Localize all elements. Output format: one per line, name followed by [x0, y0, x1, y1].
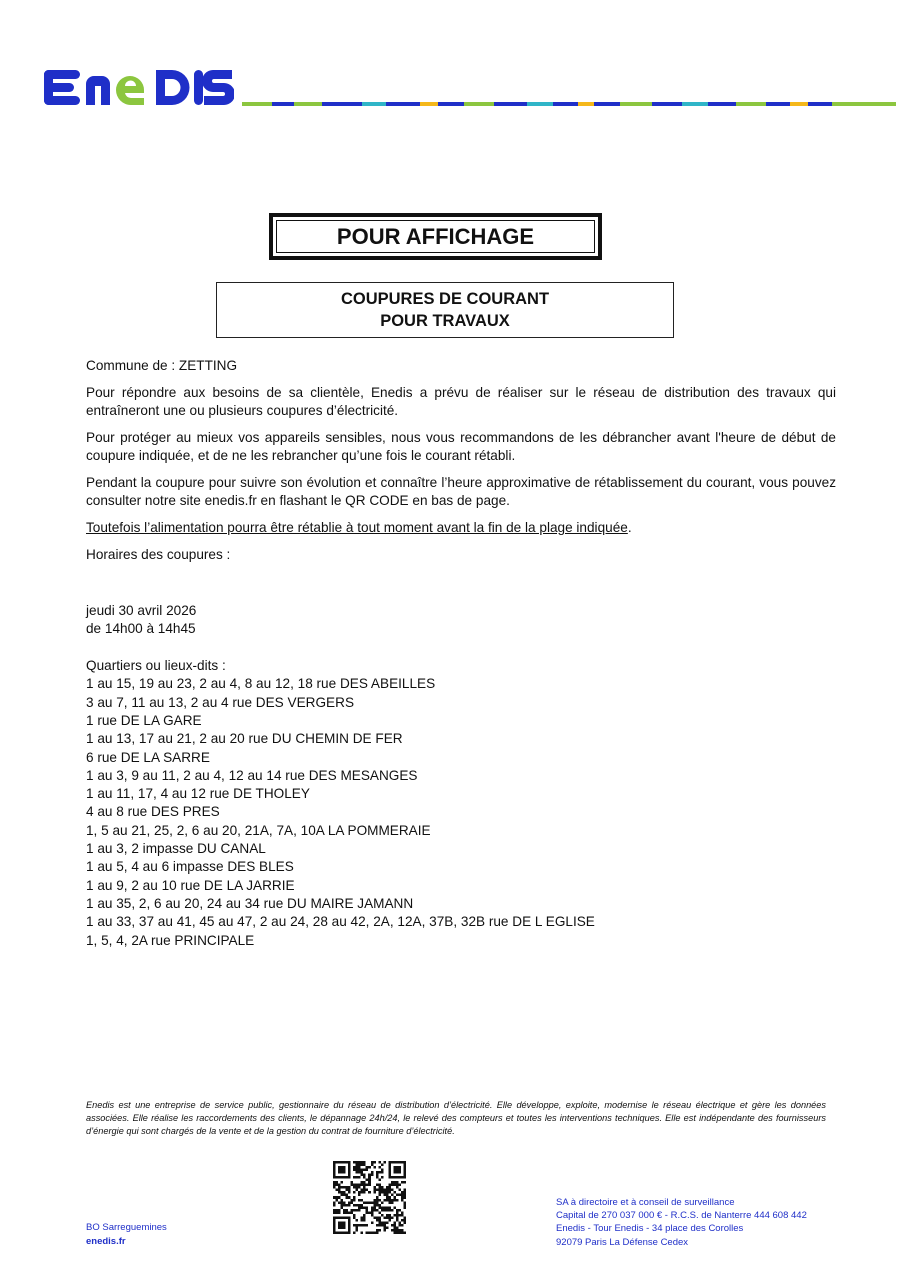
header-divider [242, 102, 896, 106]
footer-legal-line-1: SA à directoire et à conseil de surveillance [556, 1197, 735, 1208]
place-item: 1 au 11, 17, 4 au 12 rue DE THOLEY [86, 786, 310, 802]
place-item: 1 au 35, 2, 6 au 20, 24 au 34 rue DU MAIRE JAMANN [86, 895, 414, 911]
paragraph-advice: Pour protéger au mieux vos appareils sensibles, nous vous recommandons de les débrancher avant l'heure de début de coupure indiquée, et de ne les rebrancher qu’une fois le courant rétabli. [86, 429, 836, 464]
schedule-time: de 14h00 à 14h45 [86, 621, 196, 637]
place-item: 1 au 3, 9 au 11, 2 au 4, 12 au 14 rue DES MESANGES [86, 767, 418, 783]
notice-body [86, 357, 836, 950]
subtitle-box [216, 282, 674, 338]
disclaimer-text: Enedis est une entreprise de service public, gestionnaire du réseau de distribution d’électricité. Elle développe, exploite, modernise le réseau électrique et gère les données associées. Elle réalise les raccordements des clients, le dépannage 24h/24, le relevé des compteurs et toutes les interventions techniques. Elle est indépendante des fournisseurs d’énergie qui sont chargés de la vente et de la gestion du contrat de fourniture d’électricité. [86, 1100, 826, 1136]
place-item: 1 rue DE LA GARE [86, 712, 202, 728]
place-item: 1, 5, 4, 2A rue PRINCIPALE [86, 932, 255, 948]
title-box [269, 213, 602, 260]
place-item: 1 au 3, 2 impasse DU CANAL [86, 841, 266, 857]
notice-text: Toutefois l’alimentation pourra être rétablie à tout moment avant la fin de la plage indiquée [86, 520, 628, 536]
place-item: 1, 5 au 21, 25, 2, 6 au 20, 21A, 7A, 10A LA POMMERAIE [86, 822, 431, 838]
place-item: 6 rue DE LA SARRE [86, 749, 210, 765]
page-title: POUR AFFICHAGE [276, 220, 595, 253]
qr-code-icon[interactable] [333, 1161, 406, 1234]
footer-legal-line-4: 92079 Paris La Défense Cedex [556, 1236, 689, 1248]
subtitle-line-2: POUR TRAVAUX [380, 312, 510, 330]
notice-period: . [627, 520, 632, 536]
place-item: 4 au 8 rue DES PRES [86, 804, 220, 820]
places-list [86, 675, 836, 949]
place-item: 1 au 33, 37 au 41, 45 au 47, 2 au 24, 28 au 42, 2A, 12A, 37B, 32B rue DE L EGLISE [86, 914, 595, 930]
paragraph-qr-info: Pendant la coupure pour suivre son évolution et connaître l’heure approximative de rétablissement du courant, vous pouvez consulter notre site enedis.fr en flashant le QR CODE en bas de page. [86, 474, 836, 509]
schedule-label: Horaires des coupures : [86, 546, 231, 562]
place-item: 1 au 13, 17 au 21, 2 au 20 rue DU CHEMIN DE FER [86, 731, 403, 747]
place-item: 1 au 15, 19 au 23, 2 au 4, 8 au 12, 18 rue DES ABEILLES [86, 676, 436, 692]
place-item: 1 au 9, 2 au 10 rue DE LA JARRIE [86, 877, 295, 893]
footer-office: BO Sarreguemines [86, 1222, 167, 1233]
commune-line: Commune de : ZETTING [86, 358, 238, 373]
subtitle-line-1: COUPURES DE COURANT [340, 290, 550, 308]
footer-legal-line-3: Enedis - Tour Enedis - 34 place des Corolles [556, 1223, 744, 1235]
footer-left [86, 1221, 167, 1248]
schedule-date: jeudi 30 avril 2026 [86, 603, 197, 619]
paragraph-intro: Pour répondre aux besoins de sa clientèle, Enedis a prévu de réaliser sur le réseau de distribution des travaux qui entraîneront une ou plusieurs coupures d’électricité. [86, 384, 836, 419]
places-label: Quartiers ou lieux-dits : [86, 658, 226, 674]
footer-legal-line-2: Capital de 270 037 000 € - R.C.S. de Nanterre 444 608 442 [556, 1210, 807, 1222]
footer-website-link[interactable]: enedis.fr [86, 1235, 126, 1247]
enedis-logo [44, 66, 234, 110]
notice-paragraph [86, 519, 836, 537]
footer-legal [556, 1196, 807, 1249]
place-item: 3 au 7, 11 au 13, 2 au 4 rue DES VERGERS [86, 694, 355, 710]
schedule-block [86, 602, 836, 639]
place-item: 1 au 5, 4 au 6 impasse DES BLES [86, 859, 294, 875]
